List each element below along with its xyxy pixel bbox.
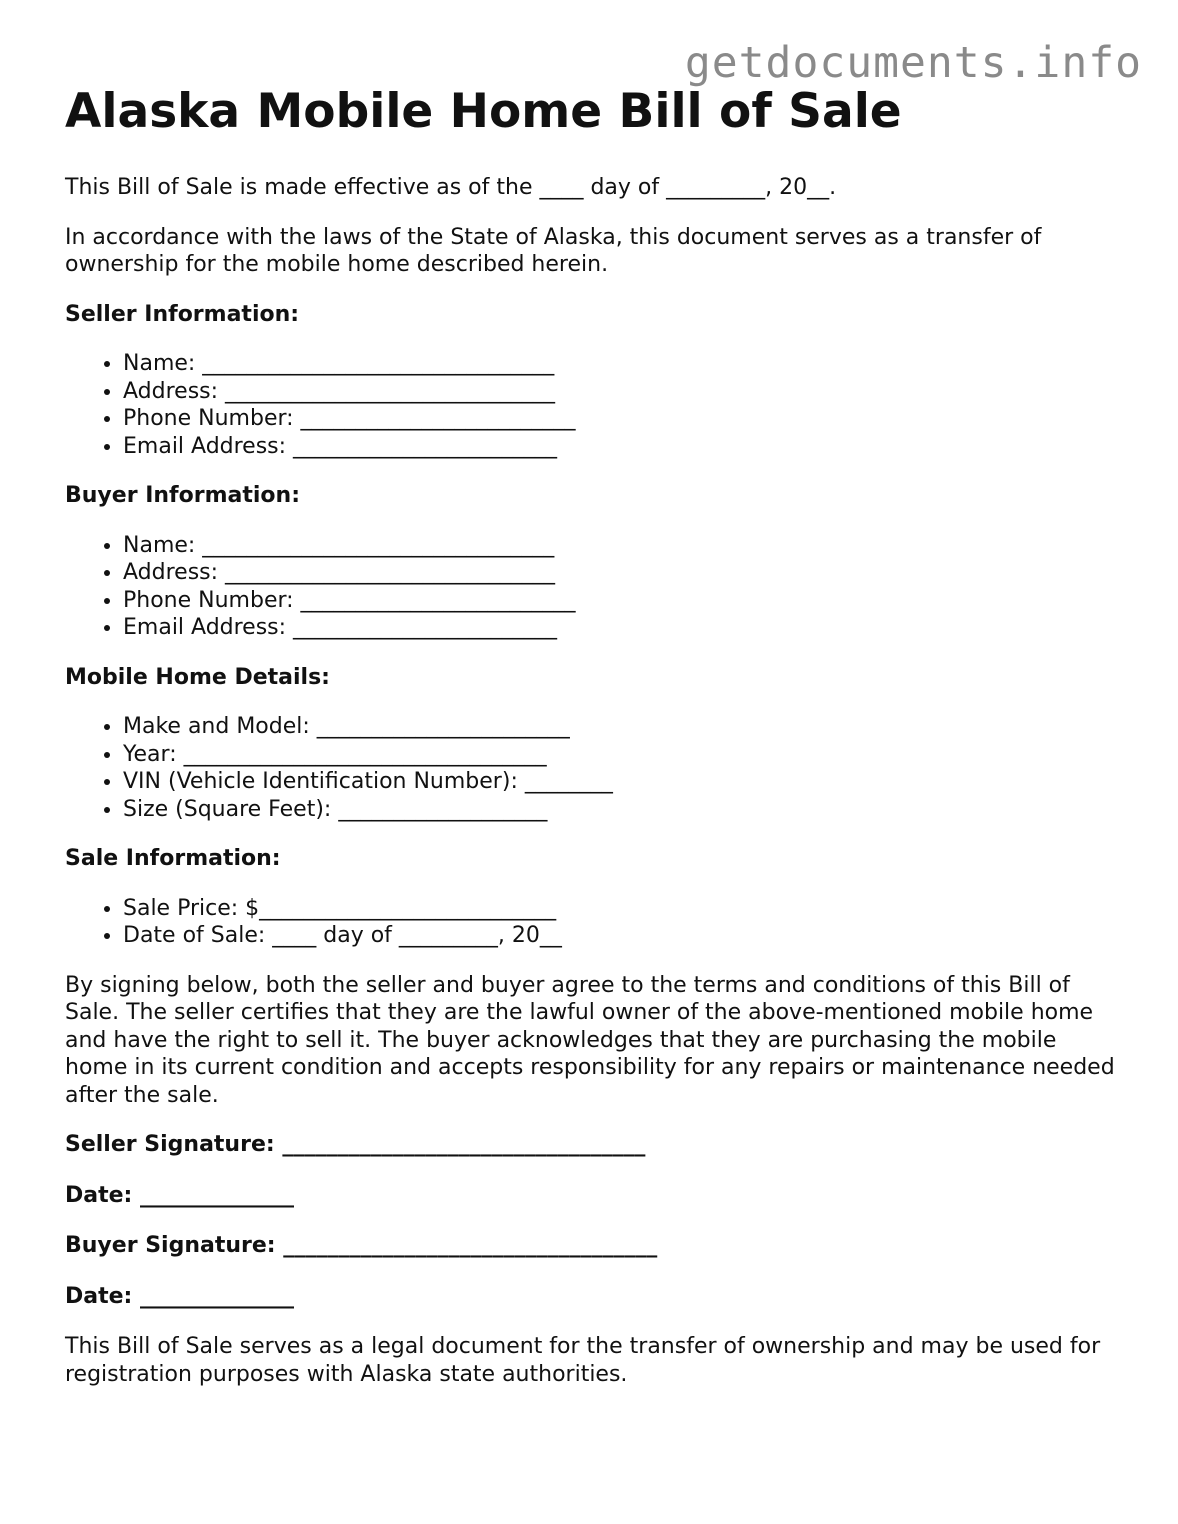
home-details-list — [65, 713, 1125, 823]
seller-phone-field: • Phone Number: _________________________ — [123, 405, 1125, 433]
buyer-phone-field: • Phone Number: _________________________ — [123, 587, 1125, 615]
buyer-heading: Buyer Information: — [65, 483, 300, 508]
watermark: getdocuments.info — [684, 38, 1142, 88]
agreement-paragraph: By signing below, both the seller and buyer agree to the terms and conditions of this Bill of Sale. The seller certifies that they are the lawful owner of the above-mentioned mobile home and have the right to sell it. The buyer acknowledges that they are purchasing the mobile home in its current condition and accepts responsibility for any repairs or maintenance needed after the sale. — [65, 972, 1115, 1108]
buyer-address-field: • Address: ______________________________ — [123, 559, 1125, 587]
seller-email-field: • Email Address: ________________________ — [123, 433, 1125, 461]
sale-heading: Sale Information: — [65, 846, 281, 871]
buyer-list — [65, 532, 1125, 642]
seller-heading: Seller Information: — [65, 301, 300, 327]
accordance-paragraph: In accordance with the laws of the State of Alaska, this document serves as a transfer of ownership for the mobile home described herein. — [65, 224, 1042, 277]
buyer-signature-line: Buyer Signature: __________________________________ — [65, 1233, 658, 1258]
vin-field: • VIN (Vehicle Identification Number): ________ — [123, 768, 1125, 796]
buyer-name-field: • Name: ________________________________ — [123, 532, 1125, 560]
effective-date-paragraph: This Bill of Sale is made effective as of the ____ day of _________, 20__. — [65, 175, 837, 200]
document-title: Alaska Mobile Home Bill of Sale — [65, 84, 902, 139]
sale-price-field: • Sale Price: $___________________________ — [123, 895, 1125, 923]
seller-name-field: • Name: ________________________________ — [123, 350, 1125, 378]
buyer-date-line: Date: ______________ — [65, 1283, 295, 1309]
closing-paragraph: This Bill of Sale serves as a legal document for the transfer of ownership and may be used for registration purposes with Alaska state authorities. — [65, 1334, 1101, 1387]
seller-date-line: Date: ______________ — [65, 1182, 295, 1208]
seller-signature-line: Seller Signature: _________________________________ — [65, 1132, 646, 1157]
document-page — [65, 84, 1125, 1410]
home-details-heading: Mobile Home Details: — [65, 664, 330, 690]
make-model-field: • Make and Model: _______________________ — [123, 713, 1125, 741]
size-field: • Size (Square Feet): ___________________ — [123, 796, 1125, 824]
year-field: • Year: _________________________________ — [123, 741, 1125, 769]
seller-list — [65, 350, 1125, 460]
sale-date-field: • Date of Sale: ____ day of _________, 20__ — [123, 922, 1125, 950]
sale-list — [65, 895, 1125, 950]
seller-address-field: • Address: ______________________________ — [123, 378, 1125, 406]
buyer-email-field: • Email Address: ________________________ — [123, 614, 1125, 642]
